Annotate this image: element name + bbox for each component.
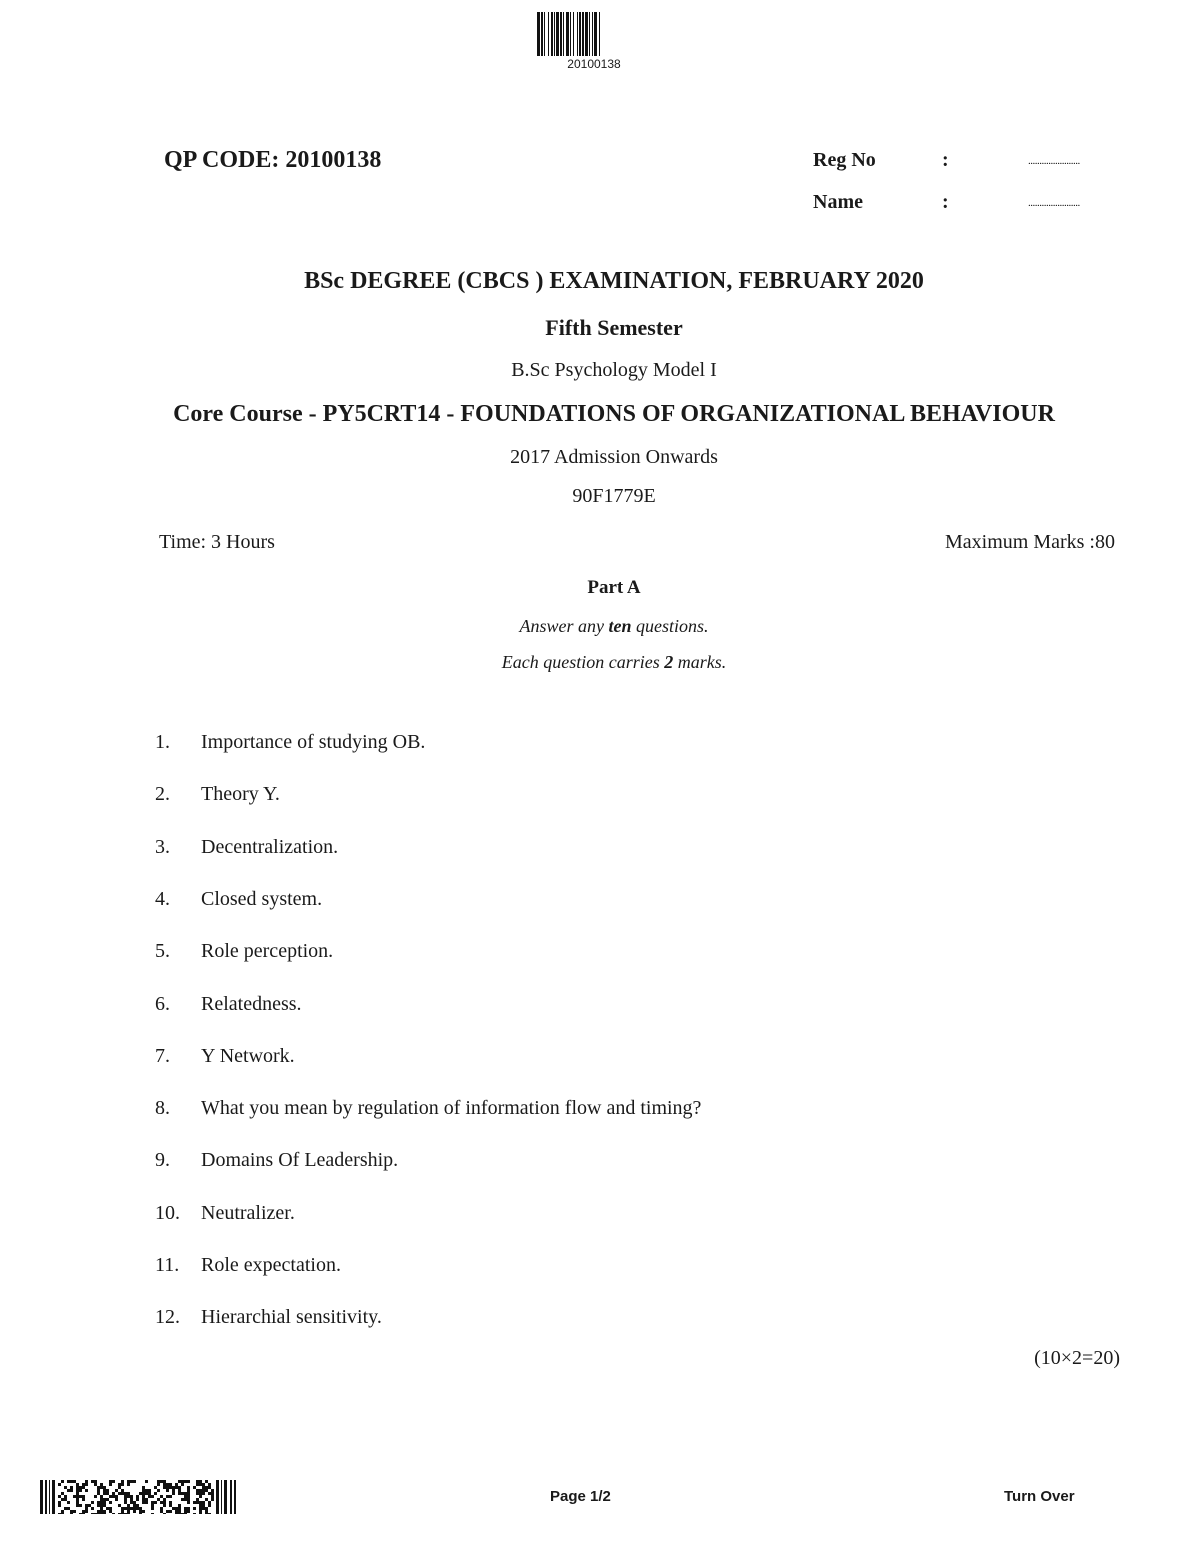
question-number: 8.: [155, 1097, 170, 1119]
datamatrix-barcode: [40, 1480, 236, 1514]
question-number: 7.: [155, 1045, 170, 1067]
name-blank: .......................: [1028, 197, 1080, 209]
qp-code: QP CODE: 20100138: [164, 147, 382, 173]
name-label: Name: [813, 191, 863, 213]
question-text: Theory Y.: [201, 783, 280, 805]
exam-time: Time: 3 Hours: [159, 531, 275, 553]
instruction-count: ten: [608, 616, 632, 636]
question-text: Y Network.: [201, 1045, 295, 1067]
question-number: 10.: [155, 1202, 180, 1224]
semester: Fifth Semester: [545, 315, 683, 340]
question-text: What you mean by regulation of information flow and timing?: [201, 1097, 702, 1119]
question-text: Relatedness.: [201, 993, 302, 1015]
turn-over: Turn Over: [1004, 1488, 1075, 1505]
question-number: 2.: [155, 783, 170, 805]
question-number: 5.: [155, 940, 170, 962]
question-text: Importance of studying OB.: [201, 731, 426, 753]
question-number: 11.: [155, 1254, 180, 1276]
instruction-prefix: Answer any: [519, 616, 609, 636]
question-number: 4.: [155, 888, 170, 910]
question-text: Neutralizer.: [201, 1202, 295, 1224]
question-number: 6.: [155, 993, 170, 1015]
reg-no-field: [0, 149, 1200, 177]
question-number: 9.: [155, 1149, 170, 1171]
programme: B.Sc Psychology Model I: [511, 359, 717, 381]
reg-no-label: Reg No: [813, 149, 876, 171]
barcode-image: [537, 12, 651, 56]
page-number: Page 1/2: [550, 1488, 611, 1505]
question-text: Domains Of Leadership.: [201, 1149, 399, 1171]
marks-value: 2: [664, 652, 674, 672]
question-number: 1.: [155, 731, 170, 753]
question-text: Closed system.: [201, 888, 323, 910]
part-a-marks-note: [0, 652, 1200, 673]
name-colon: :: [942, 191, 949, 213]
name-field: [0, 191, 1200, 219]
reg-no-blank: .......................: [1028, 155, 1080, 167]
question-number: 12.: [155, 1306, 180, 1328]
marks-prefix: Each question carries: [501, 652, 665, 672]
part-a-total: (10×2=20): [1034, 1347, 1120, 1369]
admission-year: 2017 Admission Onwards: [510, 446, 718, 468]
question-text: Role perception.: [201, 940, 334, 962]
question-text: Decentralization.: [201, 836, 339, 858]
marks-suffix: marks.: [673, 652, 727, 672]
barcode-number: 20100138: [567, 57, 621, 71]
part-a-heading: Part A: [587, 577, 641, 598]
part-a-instruction: [0, 616, 1200, 637]
question-number: 3.: [155, 836, 170, 858]
maximum-marks: Maximum Marks :80: [945, 531, 1115, 553]
question-text: Hierarchial sensitivity.: [201, 1306, 382, 1328]
exam-title: BSc DEGREE (CBCS ) EXAMINATION, FEBRUARY 2020: [304, 268, 924, 294]
course-title: Core Course - PY5CRT14 - FOUNDATIONS OF ORGANIZATIONAL BEHAVIOUR: [173, 401, 1055, 427]
paper-code: 90F1779E: [572, 485, 656, 507]
reg-no-colon: :: [942, 149, 949, 171]
instruction-suffix: questions.: [631, 616, 709, 636]
question-text: Role expectation.: [201, 1254, 341, 1276]
